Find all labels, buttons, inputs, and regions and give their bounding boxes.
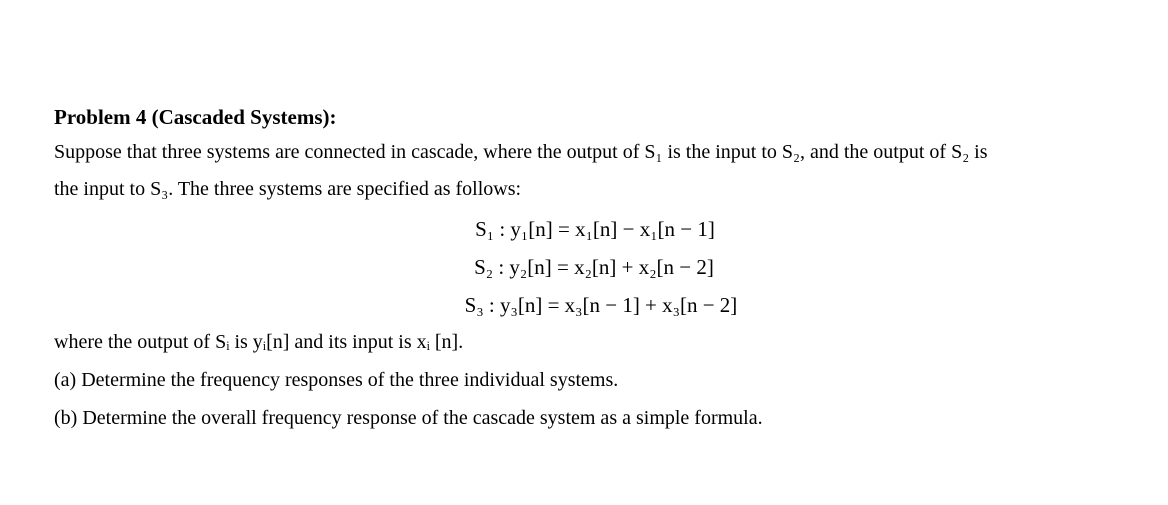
intro-line-2: the input to S₃. The three systems are specified as follows: bbox=[54, 178, 522, 200]
problem-document bbox=[54, 100, 1134, 437]
problem-intro bbox=[54, 134, 1134, 208]
part-a: (a) Determine the frequency responses of the three individual systems. bbox=[54, 369, 619, 391]
where-line: where the output of Sᵢ is yᵢ[n] and its input is xᵢ [n]. bbox=[54, 331, 464, 353]
system-equations bbox=[54, 210, 1134, 324]
intro-line-1: Suppose that three systems are connected in cascade, where the output of S₁ is the input to S₂, and the output of S₂ is bbox=[54, 141, 988, 163]
equation-s3: S₃ : y₃[n] = x₃[n − 1] + x₃[n − 2] bbox=[464, 293, 738, 317]
problem-title: Problem 4 (Cascaded Systems): bbox=[54, 105, 337, 129]
part-b: (b) Determine the overall frequency response of the cascade system as a simple formula. bbox=[54, 407, 763, 429]
equation-s1: S₁ : y₁[n] = x₁[n] − x₁[n − 1] bbox=[475, 217, 715, 241]
equation-s2: S₂ : y₂[n] = x₂[n] + x₂[n − 2] bbox=[474, 255, 714, 279]
